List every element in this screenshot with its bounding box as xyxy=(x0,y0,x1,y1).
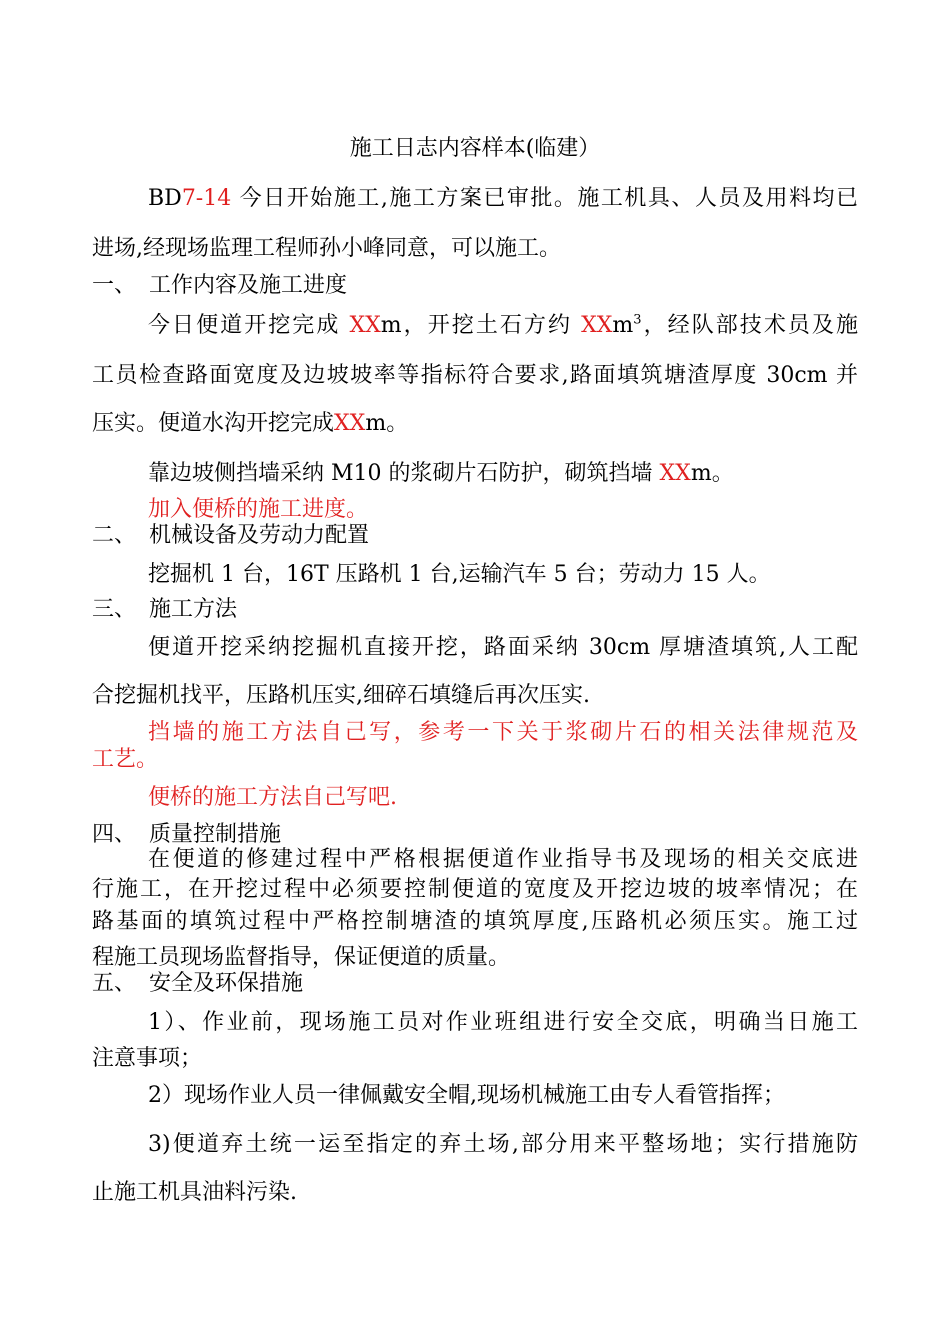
section-number: 三、 xyxy=(92,597,137,622)
project-code-prefix: BD xyxy=(148,186,182,211)
section-number: 一、 xyxy=(92,273,137,298)
placeholder-xx: XX xyxy=(334,411,366,436)
section-title: 机械设备及劳动力配置 xyxy=(149,523,370,548)
section-title: 工作内容及施工进度 xyxy=(149,273,348,298)
intro-text: 今日开始施工,施工方案已审批。施工机具、人员及用料均已 xyxy=(239,186,859,211)
section-1-heading xyxy=(92,271,347,301)
s3-note-1b: 工艺。 xyxy=(92,747,159,772)
text: 压实。便道水沟开挖完成 xyxy=(92,411,335,436)
text: m，开挖土石方约 xyxy=(380,313,573,338)
s3-line-1: 便道开挖采纳挖掘机直接开挖，路面采纳 30cm 厚塘渣填筑,人工配 xyxy=(148,635,858,660)
s1-line-3 xyxy=(92,409,408,439)
s5-item-3a: 3)便道弃土统一运至指定的弃土场,部分用来平整场地；实行措施防 xyxy=(148,1132,858,1157)
section-5-heading xyxy=(92,969,303,999)
section-title: 施工方法 xyxy=(149,597,238,622)
text: m。 xyxy=(690,461,734,486)
superscript: 3 xyxy=(633,312,642,328)
placeholder-xx: XX xyxy=(659,461,691,486)
s1-line-4 xyxy=(148,459,734,489)
section-number: 二、 xyxy=(92,523,137,548)
s1-line-2: 工员检查路面宽度及边坡坡率等指标符合要求,路面填筑塘渣厚度 30cm 并 xyxy=(92,363,858,388)
s5-item-1b: 注意事项； xyxy=(92,1046,203,1071)
s5-item-2: 2）现场作业人员一律佩戴安全帽,现场机械施工由专人看管指挥； xyxy=(148,1083,785,1108)
s3-note-2: 便桥的施工方法自己写吧. xyxy=(148,785,397,810)
text: 靠边坡侧挡墙采纳 M10 的浆砌片石防护，砌筑挡墙 xyxy=(148,461,653,486)
project-code-number: 7-14 xyxy=(181,186,232,211)
section-number: 四、 xyxy=(92,822,137,847)
s5-item-3b: 止施工机具油料污染. xyxy=(92,1180,297,1205)
text: ，经队部技术员及施 xyxy=(641,313,858,338)
s5-item-1a: 1）、作业前，现场施工员对作业班组进行安全交底，明确当日施工 xyxy=(148,1010,858,1035)
section-number: 五、 xyxy=(92,971,137,996)
text: m xyxy=(612,313,634,338)
s4-line-4: 程施工员现场监督指导，保证便道的质量。 xyxy=(92,945,511,970)
s4-line-3: 路基面的填筑过程中严格控制塘渣的填筑厚度,压路机必须压实。施工过 xyxy=(92,909,858,934)
s4-line-1: 在便道的修建过程中严格根据便道作业指导书及现场的相关交底进 xyxy=(148,847,858,872)
s3-note-1a: 挡墙的施工方法自己写，参考一下关于浆砌片石的相关法律规范及 xyxy=(148,720,858,745)
s1-line-1 xyxy=(148,311,858,341)
page-title: 施工日志内容样本(临建） xyxy=(349,136,601,161)
placeholder-xx: XX xyxy=(349,313,381,338)
intro-line-1 xyxy=(148,184,858,214)
s1-note: 加入便桥的施工进度。 xyxy=(148,497,369,522)
section-title: 质量控制措施 xyxy=(149,822,282,847)
intro-line-2: 进场,经现场监理工程师孙小峰同意，可以施工。 xyxy=(92,236,561,261)
text: 今日便道开挖完成 xyxy=(148,313,341,338)
s4-line-2: 行施工，在开挖过程中必须要控制便道的宽度及开挖边坡的坡率情况；在 xyxy=(92,877,858,902)
section-2-heading xyxy=(92,521,369,551)
s3-line-2: 合挖掘机找平，压路机压实,细碎石填缝后再次压实. xyxy=(92,683,590,708)
section-title: 安全及环保措施 xyxy=(149,971,304,996)
section-3-heading xyxy=(92,595,237,625)
placeholder-xx: XX xyxy=(581,313,613,338)
text: m。 xyxy=(365,411,409,436)
s2-line-1: 挖掘机 1 台，16T 压路机 1 台,运输汽车 5 台；劳动力 15 人。 xyxy=(148,562,771,587)
